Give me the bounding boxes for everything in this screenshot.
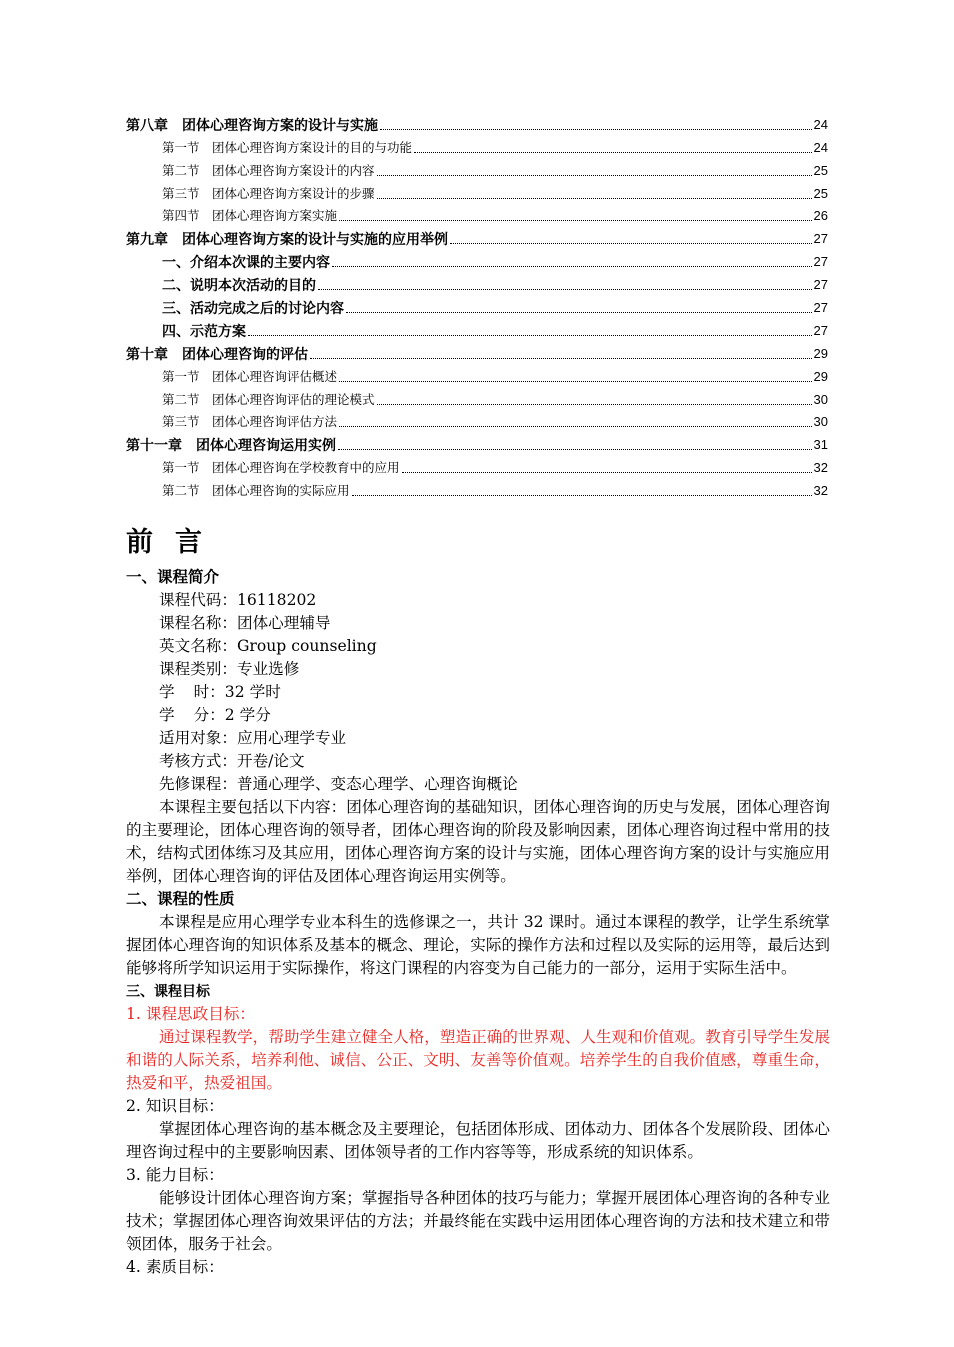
toc-entry-title: 第一节 团体心理咨询评估概述: [162, 368, 338, 384]
goal-4-title: 4. 素质目标：: [126, 1258, 224, 1276]
toc-entry-title: 第十章 团体心理咨询的评估: [126, 345, 308, 362]
toc-page-number: 25: [813, 185, 828, 201]
toc-entry[interactable]: [126, 112, 828, 135]
toc-page-number: 32: [813, 460, 828, 476]
section-heading-nature: 二、课程的性质: [126, 891, 235, 908]
toc-leader: [402, 472, 812, 473]
toc-page-number: 27: [813, 254, 828, 270]
toc-page-number: 27: [813, 277, 828, 293]
toc-entry-title: 第一节 团体心理咨询方案设计的目的与功能: [162, 139, 413, 155]
toc-entry-title: 第二节 团体心理咨询方案设计的内容: [162, 162, 375, 178]
course-credits: [126, 704, 830, 727]
toc-entry-title: 第十一章 团体心理咨询运用实例: [126, 437, 336, 454]
toc-page-number: 27: [813, 322, 828, 338]
toc-entry-title: 第八章 团体心理咨询方案的设计与实施: [126, 116, 378, 133]
preface-title: 前言: [126, 527, 224, 558]
toc-leader: [339, 426, 812, 427]
goal-2-paragraph: 掌握团体心理咨询的基本概念及主要理论，包括团体形成、团体动力、团体各个发展阶段、团体心理咨询过程中的主要影响因素、团体领导者的工作内容等等，形成系统的知识体系。: [126, 1120, 830, 1161]
course-hours-value: 时：32 学时: [193, 683, 281, 701]
toc-page-number: 26: [813, 208, 828, 224]
course-credits-label: 学: [159, 706, 175, 724]
toc-leader: [339, 381, 812, 382]
toc-entry-title: 三、活动完成之后的讨论内容: [162, 300, 344, 317]
toc-leader: [248, 335, 812, 336]
toc-entry[interactable]: [126, 204, 828, 227]
course-hours: [126, 681, 830, 704]
course-assessment: 考核方式：开卷/论文: [159, 752, 305, 770]
table-of-contents: [126, 112, 828, 501]
toc-leader: [377, 175, 812, 176]
toc-leader: [450, 243, 812, 244]
toc-entry[interactable]: [126, 295, 828, 318]
toc-page-number: 29: [813, 368, 828, 384]
course-hours-label: 学: [159, 683, 175, 701]
goal-3-title: 3. 能力目标：: [126, 1166, 224, 1184]
toc-entry[interactable]: [126, 387, 828, 410]
section-heading-intro: 一、课程简介: [126, 569, 220, 586]
toc-entry-title: 第二节 团体心理咨询评估的理论模式: [162, 391, 375, 407]
intro-paragraph: 本课程主要包括以下内容：团体心理咨询的基础知识，团体心理咨询的历史与发展，团体心理咨询的主要理论，团体心理咨询的领导者，团体心理咨询的阶段及影响因素，团体心理咨询过程中常用的技术，结构式团体练习及其应用，团体心理咨询方案的设计与实施，团体心理咨询方案的设计与实施应用举例，团体心理咨询的评估及团体心理咨询运用实例等。: [126, 798, 830, 885]
goal-2-title: 2. 知识目标：: [126, 1097, 224, 1115]
toc-entry-title: 一、介绍本次课的主要内容: [162, 254, 330, 271]
toc-page-number: 32: [813, 483, 828, 499]
toc-entry[interactable]: [126, 181, 828, 204]
toc-entry-title: 第三节 团体心理咨询评估方法: [162, 414, 338, 430]
course-english-name: 英文名称：Group counseling: [159, 637, 377, 655]
toc-leader: [414, 152, 812, 153]
course-category: 课程类别：专业选修: [159, 660, 300, 678]
toc-page-number: 30: [813, 414, 828, 430]
toc-page-number: 27: [813, 300, 828, 316]
toc-leader: [377, 198, 812, 199]
toc-leader: [352, 495, 812, 496]
toc-entry[interactable]: [126, 249, 828, 272]
toc-leader: [310, 358, 812, 359]
toc-leader: [377, 404, 812, 405]
section-heading-goals: 三、课程目标: [126, 983, 210, 999]
toc-page-number: 30: [813, 391, 828, 407]
toc-entry-title: 第九章 团体心理咨询方案的设计与实施的应用举例: [126, 231, 448, 248]
toc-page-number: 27: [813, 231, 828, 247]
toc-leader: [332, 266, 812, 267]
toc-entry[interactable]: [126, 341, 828, 364]
course-name: 课程名称：团体心理辅导: [159, 614, 331, 632]
toc-entry[interactable]: [126, 226, 828, 249]
toc-leader: [339, 220, 812, 221]
toc-entry-title: 第一节 团体心理咨询在学校教育中的应用: [162, 460, 400, 476]
toc-entry[interactable]: [126, 272, 828, 295]
toc-leader: [346, 312, 812, 313]
toc-entry-title: 第二节 团体心理咨询的实际应用: [162, 483, 350, 499]
toc-entry[interactable]: [126, 158, 828, 181]
toc-leader: [318, 289, 812, 290]
nature-paragraph: 本课程是应用心理学专业本科生的选修课之一，共计 32 课时。通过本课程的教学，让学生系统掌握团体心理咨询的知识体系及基本的概念、理论，实际的操作方法和过程以及实际的运用等，最后达到能够将所学知识运用于实际操作，将这门课程的内容变为自己能力的一部分，运用于实际生活中。: [126, 913, 830, 977]
goal-1-title: 1. 课程思政目标：: [126, 1005, 255, 1023]
toc-entry[interactable]: [126, 318, 828, 341]
course-credits-value: 分：2 学分: [193, 706, 271, 724]
course-prerequisites: 先修课程：普通心理学、变态心理学、心理咨询概论: [159, 775, 518, 793]
toc-entry[interactable]: [126, 455, 828, 478]
course-code: 课程代码：16118202: [159, 591, 317, 609]
toc-entry-title: 第三节 团体心理咨询方案设计的步骤: [162, 185, 375, 201]
toc-page-number: 24: [813, 139, 828, 155]
goal-3-paragraph: 能够设计团体心理咨询方案；掌握指导各种团体的技巧与能力；掌握开展团体心理咨询的各种专业技术；掌握团体心理咨询效果评估的方法；并最终能在实践中运用团体心理咨询的方法和技术建立和带领团体，服务于社会。: [126, 1189, 830, 1253]
goal-1-paragraph: 通过课程教学，帮助学生建立健全人格，塑造正确的世界观、人生观和价值观。教育引导学生发展和谐的人际关系，培养利他、诚信、公正、文明、友善等价值观。培养学生的自我价值感，尊重生命，热爱和平，热爱祖国。: [126, 1028, 830, 1092]
toc-page-number: 29: [813, 345, 828, 361]
toc-entry[interactable]: [126, 364, 828, 387]
toc-entry-title: 四、示范方案: [162, 322, 246, 339]
toc-entry[interactable]: [126, 135, 828, 158]
toc-entry[interactable]: [126, 410, 828, 433]
preface-section: [126, 520, 830, 1279]
toc-leader: [380, 129, 812, 130]
course-target: 适用对象：应用心理学专业: [159, 729, 347, 747]
toc-entry-title: 第四节 团体心理咨询方案实施: [162, 208, 338, 224]
toc-page-number: 31: [813, 437, 828, 453]
toc-page-number: 24: [813, 116, 828, 132]
toc-entry[interactable]: [126, 478, 828, 501]
toc-entry[interactable]: [126, 432, 828, 455]
toc-page-number: 25: [813, 162, 828, 178]
toc-entry-title: 二、说明本次活动的目的: [162, 277, 316, 294]
toc-leader: [338, 449, 812, 450]
